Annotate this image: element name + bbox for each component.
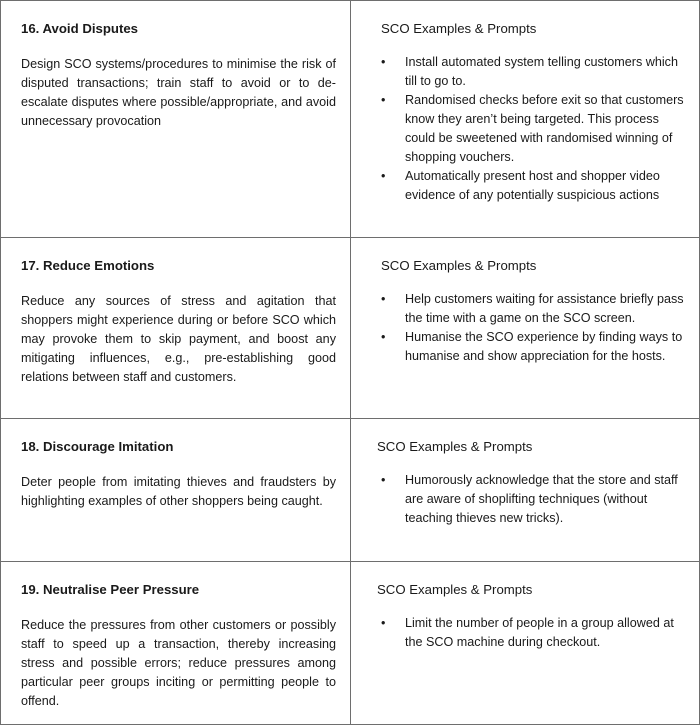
examples-cell <box>351 1 700 238</box>
technique-description: Reduce the pressures from other customers or possibly staff to speed up a transaction, thereby increasing stress and possible errors; reduce pressures among particular peer groups inciting or permitting people to offend. <box>21 618 336 708</box>
examples-cell <box>351 419 700 562</box>
list-item <box>379 614 685 652</box>
bullet-icon: • <box>381 473 386 487</box>
list-item-text: Help customers waiting for assistance briefly pass the time with a game on the SCO screen. <box>405 292 684 325</box>
examples-title: SCO Examples & Prompts <box>381 258 537 273</box>
table-row <box>1 238 700 419</box>
examples-cell <box>351 238 700 419</box>
technique-heading: 19. Neutralise Peer Pressure <box>21 582 200 597</box>
list-item-text: Humanise the SCO experience by finding ways to humanise and show appreciation for the hosts. <box>405 330 683 363</box>
table-row <box>1 1 700 238</box>
list-item <box>379 328 685 366</box>
bullet-icon: • <box>381 55 386 69</box>
bullet-icon: • <box>381 616 386 630</box>
technique-heading: 17. Reduce Emotions <box>21 258 155 273</box>
examples-list <box>379 290 685 366</box>
examples-title: SCO Examples & Prompts <box>377 439 533 454</box>
bullet-icon: • <box>381 93 386 107</box>
list-item <box>379 53 685 91</box>
list-item <box>379 167 685 205</box>
table-row <box>1 562 700 725</box>
table-row <box>1 419 700 562</box>
technique-description: Reduce any sources of stress and agitation that shoppers might experience during or before SCO which may provoke them to skip payment, and boost any mitigating influences, e.g., pre-establishing good relations between staff and customers. <box>21 294 336 384</box>
list-item-text: Limit the number of people in a group allowed at the SCO machine during checkout. <box>405 616 674 649</box>
list-item-text: Install automated system telling customers which till to go to. <box>405 55 678 88</box>
examples-title: SCO Examples & Prompts <box>377 582 533 597</box>
bullet-icon: • <box>381 330 386 344</box>
technique-cell <box>1 562 351 725</box>
examples-list <box>379 471 685 528</box>
technique-heading: 18. Discourage Imitation <box>21 439 174 454</box>
list-item <box>379 91 685 167</box>
bullet-icon: • <box>381 169 386 183</box>
technique-description: Deter people from imitating thieves and fraudsters by highlighting examples of other shoppers being caught. <box>21 475 336 508</box>
examples-title: SCO Examples & Prompts <box>381 21 537 36</box>
list-item <box>379 290 685 328</box>
bullet-icon: • <box>381 292 386 306</box>
list-item-text: Randomised checks before exit so that customers know they aren’t being targeted. This process could be sweetened with randomised winning of shopping vouchers. <box>405 93 684 164</box>
technique-heading: 16. Avoid Disputes <box>21 21 139 36</box>
examples-cell <box>351 562 700 725</box>
list-item-text: Humorously acknowledge that the store and staff are aware of shoplifting techniques (without teaching thieves new tricks). <box>405 473 678 525</box>
technique-description: Design SCO systems/procedures to minimise the risk of disputed transactions; train staff to avoid or to de-escalate disputes where possible/appropriate, and avoid unnecessary provocation <box>21 57 336 128</box>
examples-list <box>379 614 685 652</box>
technique-cell <box>1 238 351 419</box>
list-item-text: Automatically present host and shopper video evidence of any potentially suspicious actions <box>405 169 660 202</box>
list-item <box>379 471 685 528</box>
technique-cell <box>1 1 351 238</box>
examples-list <box>379 53 685 205</box>
technique-cell <box>1 419 351 562</box>
